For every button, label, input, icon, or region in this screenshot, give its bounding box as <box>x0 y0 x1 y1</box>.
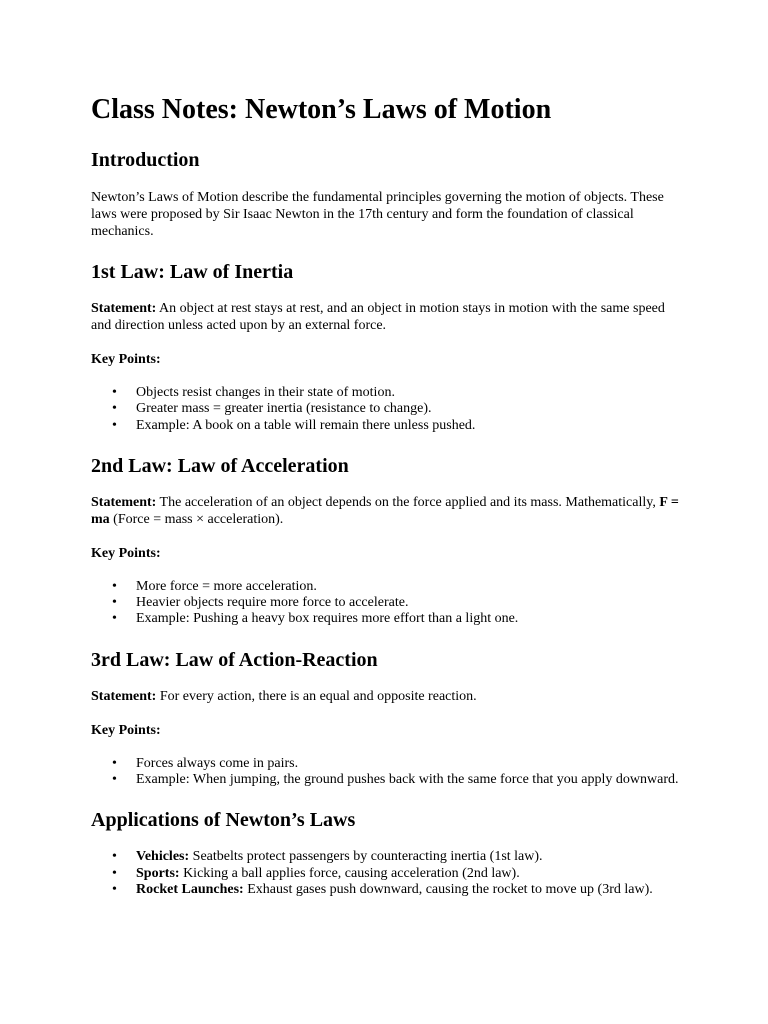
statement-text: An object at rest stays at rest, and an object in motion stays in motion with the same speed and direction unless acted upon by an external force. <box>91 301 665 333</box>
list-item: • Example: Pushing a heavy box requires more effort than a light one. <box>136 611 681 627</box>
application-text: Seatbelts protect passengers by counteracting inertia (1st law). <box>189 849 543 865</box>
list-item: • Objects resist changes in their state of motion. <box>136 385 681 401</box>
law3-statement <box>91 688 681 705</box>
introduction-heading: Introduction <box>91 149 200 171</box>
application-text: Kicking a ball applies force, causing acceleration (2nd law). <box>179 865 520 881</box>
list-item <box>136 882 681 898</box>
law3-key-points-list <box>91 756 681 789</box>
applications-list <box>91 849 681 898</box>
statement-label: Statement: <box>91 301 157 316</box>
list-item: • Example: When jumping, the ground pushes back with the same force that you apply downward. <box>136 772 681 788</box>
law1-key-points-list <box>91 385 681 434</box>
statement-label: Statement: <box>91 688 157 704</box>
introduction-text: Newton’s Laws of Motion describe the fundamental principles governing the motion of objects. These laws were proposed by Sir Isaac Newton in the 17th century and form the foundation of classical mechanics. <box>91 190 664 239</box>
law3-key-points-label <box>91 722 681 739</box>
law2-heading: 2nd Law: Law of Acceleration <box>91 454 349 477</box>
application-label: Sports: <box>136 865 180 881</box>
page-title: Class Notes: Newton’s Laws of Motion <box>91 94 552 125</box>
list-item: • Heavier objects require more force to accelerate. <box>136 595 681 611</box>
law1-statement <box>91 300 681 334</box>
statement-text: The acceleration of an object depends on the force applied and its mass. Mathematically, <box>156 494 660 510</box>
application-label: Vehicles: <box>136 849 190 865</box>
application-label: Rocket Launches: <box>136 881 244 897</box>
key-points-label: Key Points: <box>91 722 161 738</box>
law3-heading: 3rd Law: Law of Action-Reaction <box>91 648 378 671</box>
law1-key-points-label <box>91 351 681 368</box>
applications-heading: Applications of Newton’s Laws <box>91 809 356 832</box>
application-text: Exhaust gases push downward, causing the rocket to move up (3rd law). <box>243 881 653 897</box>
formula: F = ma <box>91 494 679 527</box>
list-item: • Greater mass = greater inertia (resistance to change). <box>136 401 681 417</box>
statement-label: Statement: <box>91 494 157 510</box>
law2-key-points-label <box>91 545 681 562</box>
law2-key-points-list <box>91 579 681 628</box>
list-item <box>136 849 681 865</box>
statement-text: For every action, there is an equal and opposite reaction. <box>156 688 477 704</box>
statement-suffix: (Force = mass × acceleration). <box>109 511 284 527</box>
key-points-label: Key Points: <box>91 545 161 561</box>
list-item <box>136 866 681 882</box>
key-points-label: Key Points: <box>91 352 161 367</box>
list-item: • Example: A book on a table will remain there unless pushed. <box>136 418 681 434</box>
law2-statement <box>91 494 681 528</box>
list-item: • Forces always come in pairs. <box>136 756 681 772</box>
law1-heading: 1st Law: Law of Inertia <box>91 261 294 283</box>
list-item: • More force = more acceleration. <box>136 579 681 595</box>
document-page <box>91 94 681 898</box>
